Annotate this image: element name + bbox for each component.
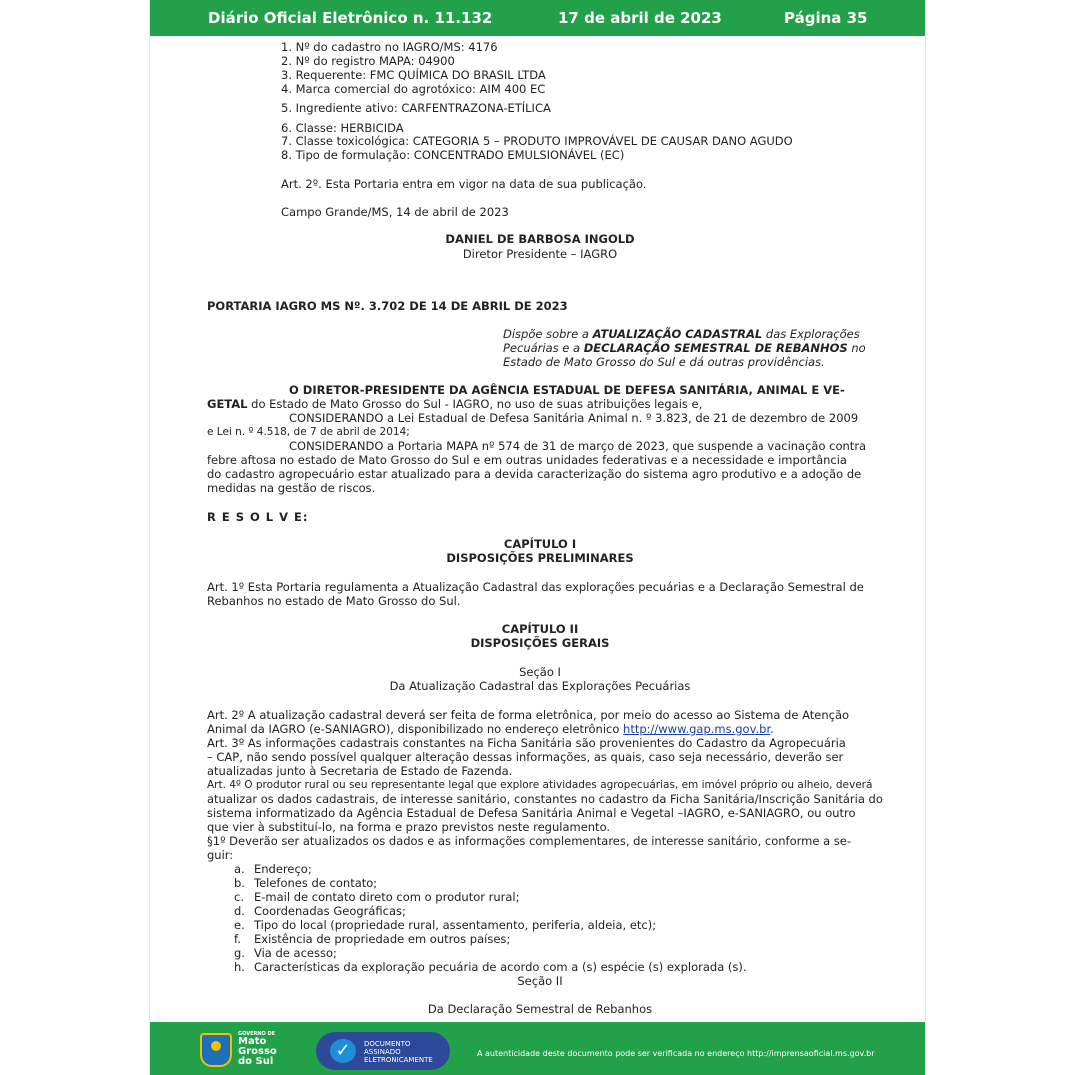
list-item: Via de acesso; — [254, 946, 337, 960]
badge-text: DOCUMENTO — [364, 1040, 411, 1048]
issue-date: 17 de abril de 2023 — [558, 9, 722, 27]
list-letter: a. — [234, 862, 245, 876]
list-item: 4. Marca comercial do agrotóxico: AIM 400 EC — [281, 82, 546, 96]
badge-text: ASSINADO — [364, 1048, 401, 1056]
article-1: Art. 1º Esta Portaria regulamenta a Atualização Cadastral das explorações pecuárias e a Declaração Semestral de — [207, 580, 864, 594]
list-item: Tipo do local (propriedade rural, assentamento, periferia, aldeia, etc); — [254, 918, 657, 932]
section-2-title: Seção II — [517, 974, 563, 988]
page-number: Página 35 — [784, 9, 868, 27]
chapter-2-title: CAPÍTULO II — [501, 622, 579, 636]
list-item: 8. Tipo de formulação: CONCENTRADO EMULSIONÁVEL (EC) — [281, 148, 625, 162]
ementa-line-1: Dispõe sobre a ATUALIZAÇÃO CADASTRAL das Explorações — [503, 327, 860, 341]
preamble-text: GETAL do Estado de Mato Grosso do Sul - IAGRO, no uso de suas atribuições legais e, — [207, 397, 703, 411]
gap-link[interactable]: http://www.gap.ms.gov.br — [623, 722, 771, 736]
list-letter: g. — [234, 946, 245, 960]
badge-text: ELETRONICAMENTE — [364, 1056, 433, 1064]
logo-caption: GOVERNO DE — [238, 1031, 276, 1037]
article-3: Art. 3º As informações cadastrais constantes na Ficha Sanitária são provenientes do Cadastro da Agropecuária — [207, 736, 846, 750]
considerando-1-cont: e Lei n. º 4.518, de 7 de abril de 2014; — [207, 426, 410, 438]
section-1-subtitle: Da Atualização Cadastral das Explorações Pecuárias — [389, 679, 691, 693]
section-1-title: Seção I — [519, 665, 561, 679]
coat-of-arms-icon — [200, 1033, 232, 1067]
ementa-line-3: Estado de Mato Grosso do Sul e dá outras providências. — [503, 355, 825, 369]
authenticity-note: A autenticidade deste documento pode ser verificada no endereço http://imprensaoficial.ms.gov.br — [477, 1049, 875, 1058]
list-item: E-mail de contato direto com o produtor rural; — [254, 890, 520, 904]
signer-name: DANIEL DE BARBOSA INGOLD — [445, 232, 635, 246]
article-3-cont: atualizadas junto à Secretaria de Estado de Fazenda. — [207, 764, 513, 778]
list-item: Características da exploração pecuária de acordo com a (s) espécie (s) explorada (s). — [254, 960, 747, 974]
logo-text: Mato — [238, 1036, 267, 1047]
article-1-cont: Rebanhos no estado de Mato Grosso do Sul. — [207, 594, 461, 608]
document-page — [149, 0, 926, 1075]
list-item: Coordenadas Geográficas; — [254, 904, 406, 918]
article-2: Art. 2º A atualização cadastral deverá ser feita de forma eletrônica, por meio do acesso ao Sistema de Atenção — [207, 708, 850, 722]
article-4-cont: sistema informatizado da Agência Estadual de Defesa Sanitária Animal e Vegetal –IAGRO, e-SANIAGRO, ou outro — [207, 806, 856, 820]
considerando-2-cont: febre aftosa no estado de Mato Grosso do Sul e em outras unidades federativas e a necessidade e importância — [207, 453, 847, 467]
logo-text: Grosso — [238, 1046, 277, 1057]
paragraph-1: §1º Deverão ser atualizados os dados e as informações complementares, de interesse sanitário, conforme a se- — [207, 834, 852, 848]
article-3-cont: – CAP, não sendo possível qualquer alteração dessas informações, as quais, caso seja necessário, deverão ser — [207, 750, 844, 764]
article-4: Art. 4º O produtor rural ou seu representante legal que explore atividades agropecuárias, em imóvel próprio ou alheio, deverá — [207, 779, 873, 791]
list-item: 5. Ingrediente ativo: CARFENTRAZONA-ETÍLICA — [281, 101, 551, 115]
chapter-1-subtitle: DISPOSIÇÕES PRELIMINARES — [446, 551, 634, 565]
list-letter: f. — [234, 932, 241, 946]
paragraph-1-cont: guir: — [207, 848, 234, 862]
journal-title: Diário Oficial Eletrônico n. 11.132 — [208, 9, 493, 27]
list-item: Endereço; — [254, 862, 312, 876]
considerando-2: CONSIDERANDO a Portaria MAPA nº 574 de 31 de março de 2023, que suspende a vacinação contra — [289, 439, 867, 453]
ementa-line-2: Pecuárias e a DECLARAÇÃO SEMESTRAL DE REBANHOS no — [503, 341, 866, 355]
considerando-2-cont: medidas na gestão de riscos. — [207, 481, 376, 495]
chapter-2-subtitle: DISPOSIÇÕES GERAIS — [470, 636, 610, 650]
list-item: 7. Classe toxicológica: CATEGORIA 5 – PRODUTO IMPROVÁVEL DE CAUSAR DANO AGUDO — [281, 134, 793, 148]
checkmark-icon: ✓ — [330, 1039, 356, 1063]
section-2-subtitle: Da Declaração Semestral de Rebanhos — [427, 1002, 653, 1016]
page-footer — [150, 1022, 926, 1075]
list-item: 6. Classe: HERBICIDA — [281, 121, 404, 135]
signed-document-badge — [316, 1032, 450, 1070]
preamble-heading: O DIRETOR-PRESIDENTE DA AGÊNCIA ESTADUAL DE DEFESA SANITÁRIA, ANIMAL E VE- — [289, 383, 845, 397]
article-2-cont: Animal da IAGRO (e-SANIAGRO), disponibilizado no endereço eletrônico http://www.gap.ms.gov.br. — [207, 722, 774, 736]
list-item: 3. Requerente: FMC QUÍMICA DO BRASIL LTDA — [281, 68, 546, 82]
list-letter: c. — [234, 890, 244, 904]
logo-text: do Sul — [238, 1056, 274, 1067]
list-letter: e. — [234, 918, 245, 932]
article-text: Art. 2º. Esta Portaria entra em vigor na data de sua publicação. — [281, 177, 647, 191]
list-item: 2. Nº do registro MAPA: 04900 — [281, 54, 455, 68]
page-header — [150, 0, 926, 36]
resolve-heading: R E S O L V E: — [207, 510, 309, 524]
considerando-1: CONSIDERANDO a Lei Estadual de Defesa Sanitária Animal n. º 3.823, de 21 de dezembro de 2009 — [289, 411, 859, 425]
list-item: Telefones de contato; — [254, 876, 378, 890]
article-4-cont: que vier à substituí-lo, na forma e prazo previstos neste regulamento. — [207, 820, 611, 834]
list-item: Existência de propriedade em outros países; — [254, 932, 511, 946]
ms-government-logo — [200, 1030, 286, 1070]
list-item: 1. Nº do cadastro no IAGRO/MS: 4176 — [281, 40, 498, 54]
list-letter: h. — [234, 960, 245, 974]
place-date: Campo Grande/MS, 14 de abril de 2023 — [281, 205, 509, 219]
portaria-title: PORTARIA IAGRO MS Nº. 3.702 DE 14 DE ABRIL DE 2023 — [207, 299, 568, 313]
considerando-2-cont: do cadastro agropecuário estar atualizado para a devida caracterização do sistema agro produtivo e a adoção de — [207, 467, 862, 481]
signer-role: Diretor Presidente – IAGRO — [462, 247, 618, 261]
list-letter: b. — [234, 876, 245, 890]
article-4-cont: atualizar os dados cadastrais, de interesse sanitário, constantes no cadastro da Ficha Sanitária/Inscrição Sanitária do — [207, 792, 883, 806]
list-letter: d. — [234, 904, 245, 918]
chapter-1-title: CAPÍTULO I — [503, 537, 577, 551]
